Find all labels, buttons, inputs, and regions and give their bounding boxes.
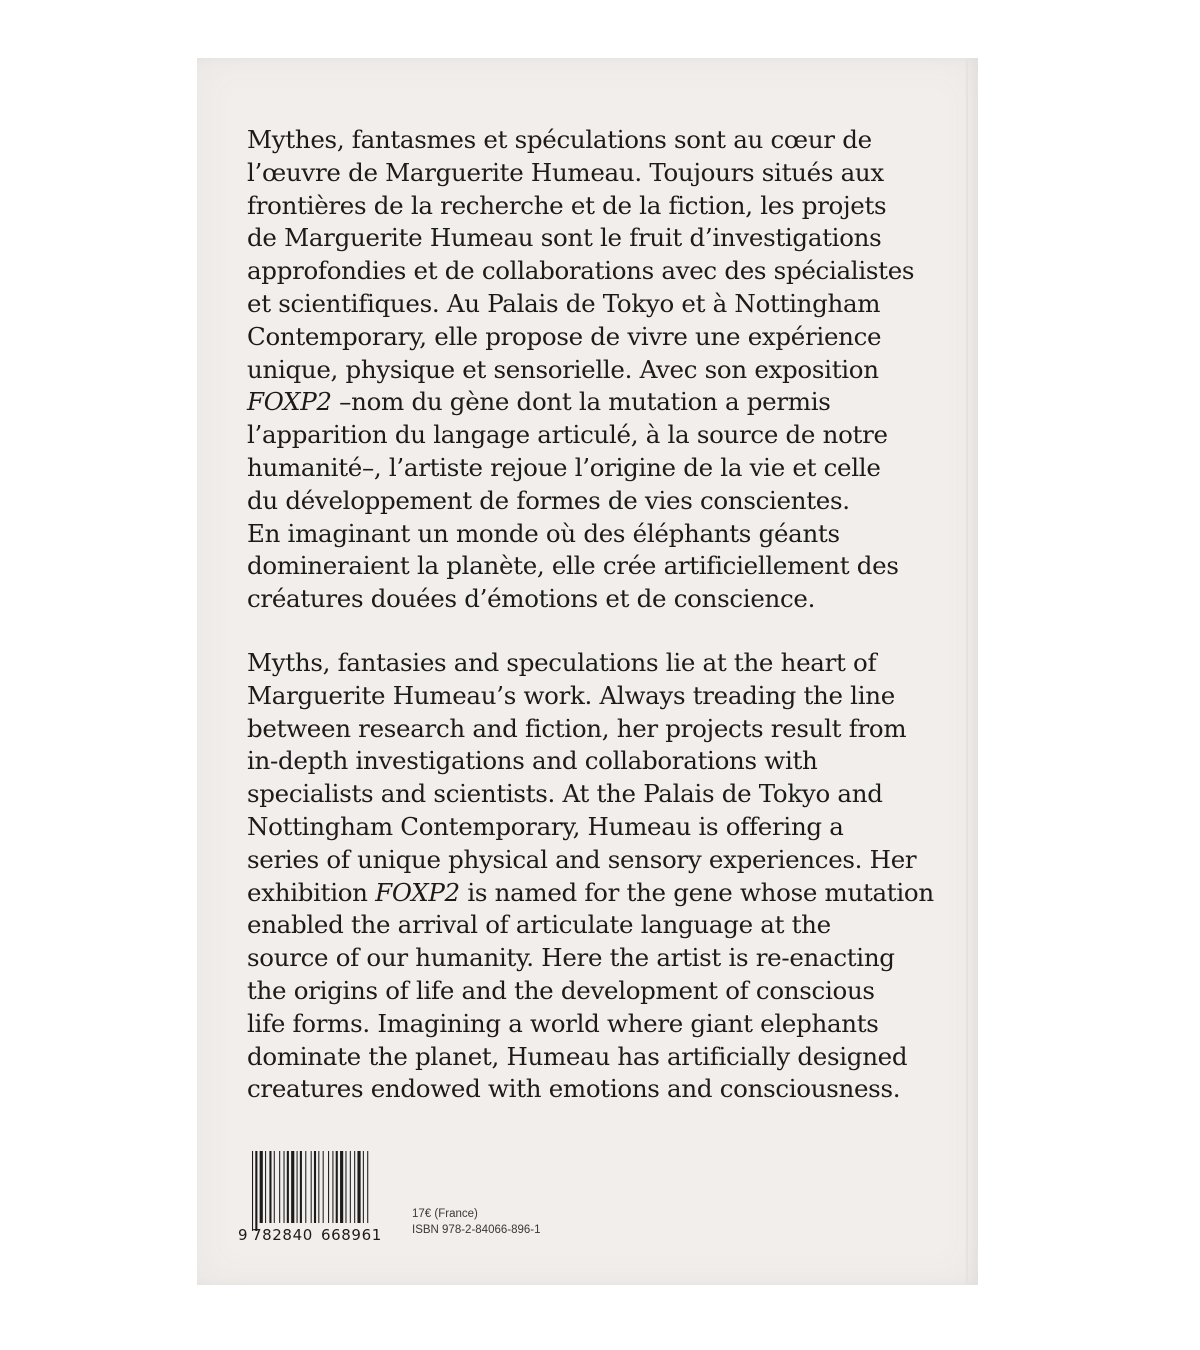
text-segment: exhibition (247, 877, 376, 907)
text-line: the origins of life and the development of conscious (247, 975, 875, 1005)
text-line: domineraient la planète, elle crée artificiellement des (247, 551, 899, 581)
price-isbn-block (412, 1206, 541, 1238)
text-line: dominate the planet, Humeau has artificially designed (247, 1041, 908, 1071)
french-blurb (247, 124, 967, 616)
barcode-bar (336, 1151, 338, 1223)
text-line: source of our humanity. Here the artist is re-enacting (247, 943, 895, 973)
barcode-bar (357, 1151, 360, 1223)
barcode-bar (260, 1151, 263, 1223)
barcode-bar (265, 1151, 266, 1223)
barcode-bar (350, 1151, 351, 1223)
text-line: En imaginant un monde où des éléphants géants (247, 518, 840, 548)
text-line (247, 386, 967, 419)
text-line: Nottingham Contemporary, Humeau is offering a (247, 811, 844, 841)
barcode-bar (287, 1151, 289, 1223)
text-line: et scientifiques. Au Palais de Tokyo et à Nottingham (247, 288, 881, 318)
barcode-bar (305, 1151, 306, 1223)
text-line: frontières de la recherche et de la fiction, les projets (247, 190, 887, 220)
text-line: approfondies et de collaborations avec des spécialistes (247, 256, 915, 286)
text-line: Myths, fantasies and speculations lie at the heart of (247, 648, 877, 677)
barcode-bar (274, 1151, 275, 1223)
text-line: in-depth investigations and collaborations with (247, 746, 818, 776)
text-line: de Marguerite Humeau sont le fruit d’investigations (247, 223, 882, 253)
barcode-bar (332, 1151, 333, 1223)
barcode-digits-left: 782840 (252, 1226, 313, 1244)
barcode-bar (314, 1151, 316, 1223)
english-blurb (247, 647, 967, 1106)
barcode-bar (345, 1151, 346, 1223)
barcode-bar (318, 1151, 319, 1223)
barcode-bar (367, 1151, 368, 1223)
barcode-digit-first: 9 (238, 1226, 248, 1244)
barcode-bar (363, 1151, 364, 1223)
barcode-bar (279, 1151, 280, 1223)
barcode-bar (269, 1151, 271, 1223)
text-line: du développement de formes de vies conscientes. (247, 485, 850, 515)
text-line: l’œuvre de Marguerite Humeau. Toujours situés aux (247, 157, 884, 187)
barcode-bar (297, 1151, 298, 1223)
text-line: specialists and scientists. At the Palais de Tokyo and (247, 779, 883, 809)
barcode-bar (311, 1151, 312, 1223)
text-line: l’apparition du langage articulé, à la source de notre (247, 420, 888, 450)
barcode-bar (340, 1151, 343, 1223)
barcode-bar (328, 1151, 329, 1223)
barcode-bar (252, 1151, 253, 1231)
text-line: creatures endowed with emotions and consciousness. (247, 1074, 901, 1104)
text-line: life forms. Imagining a world where giant elephants (247, 1008, 879, 1038)
italic-title: FOXP2 (247, 387, 332, 417)
text-line: enabled the arrival of articulate language at the (247, 910, 831, 940)
text-segment: –nom du gène dont la mutation a permis (331, 387, 831, 417)
text-line: Contemporary, elle propose de vivre une expérience (247, 321, 882, 351)
barcode-bar (284, 1151, 285, 1223)
isbn-barcode (238, 1151, 398, 1243)
text-line: series of unique physical and sensory experiences. Her (247, 844, 917, 874)
text-line: humanité–, l’artiste rejoue l’origine de la vie et celle (247, 452, 881, 482)
text-line: unique, physique et sensorielle. Avec son exposition (247, 354, 879, 384)
book-back-cover (197, 58, 978, 1285)
barcode-digits-right: 668961 (321, 1226, 382, 1244)
price-label: 17€ (France) (412, 1208, 478, 1220)
barcode-bars (238, 1151, 398, 1231)
text-line: Marguerite Humeau’s work. Always treading the line (247, 680, 895, 710)
text-line: between research and fiction, her projects result from (247, 713, 907, 743)
italic-title: FOXP2 (375, 877, 460, 907)
barcode-bar (300, 1151, 302, 1223)
text-line: Mythes, fantasmes et spéculations sont au cœur de (247, 125, 872, 154)
barcode-bar (255, 1151, 257, 1231)
isbn-label: ISBN 978-2-84066-896-1 (412, 1224, 541, 1236)
barcode-bar (354, 1151, 355, 1223)
text-line: créatures douées d’émotions et de conscience. (247, 584, 816, 614)
text-segment: is named for the gene whose mutation (459, 877, 934, 907)
barcode-bar (323, 1151, 324, 1223)
text-line (247, 877, 967, 910)
barcode-bar (291, 1151, 294, 1223)
